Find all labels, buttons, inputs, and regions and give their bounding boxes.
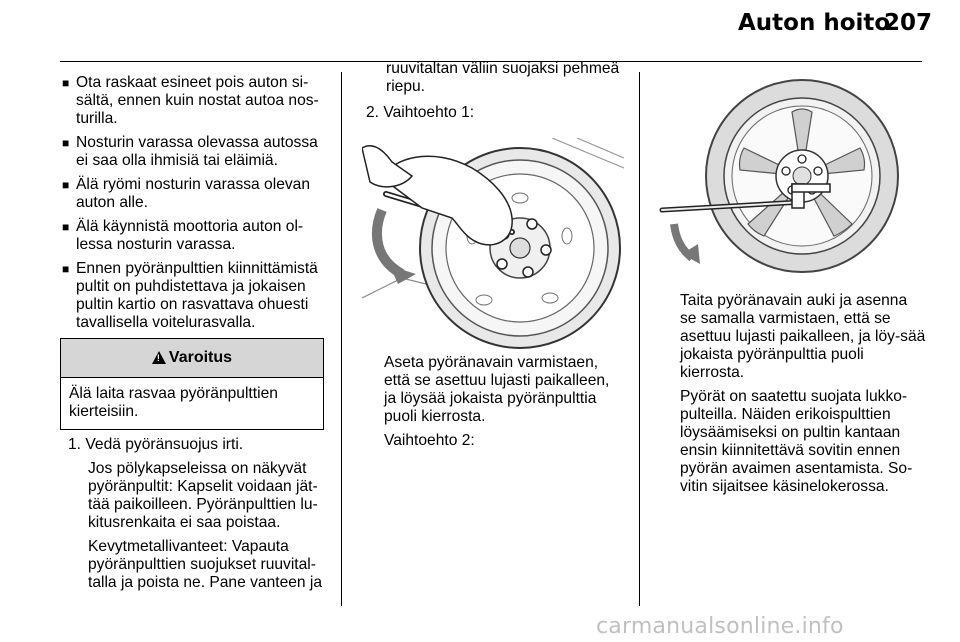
warning-triangle-icon: ! (152, 351, 166, 364)
list-item: ■ Älä käynnistä moottoria auton ol-lessa nosturin varassa. (62, 218, 304, 253)
bullet-marker: ■ (62, 178, 70, 192)
continued-paragraph: ruuvitaltan väliin suojaksi pehmeä riepu. (386, 60, 620, 95)
bullet-marker: ■ (62, 136, 70, 150)
step-1-heading (68, 436, 326, 454)
right-column (680, 292, 926, 496)
column-divider-left (341, 72, 342, 606)
column-divider-right (639, 72, 640, 606)
step-1-paragraph-hubcaps: Jos pölykapseleissa on näkyvät pyöränpultit: Kapselit voidaan jät-tää paikoilleen. Pyöränpulttien lu-kitusrenkaita ei saa poistaa. (88, 460, 318, 531)
step-number: 2. (366, 104, 380, 121)
warning-header (61, 339, 323, 378)
bullet-marker: ■ (62, 262, 70, 276)
watermark: carmanualsonline.info (596, 614, 844, 639)
middle-column (366, 60, 630, 122)
precaution-list (62, 74, 328, 338)
page-number: 207 (884, 10, 933, 36)
warning-box (60, 338, 324, 430)
list-item: ■ Nosturin varassa olevassa autossa ei saa olla ihmisiä tai eläimiä. (62, 134, 318, 169)
section-title: Auton hoito (738, 10, 891, 36)
list-item: ■ Ennen pyöränpulttien kiinnittämistä pultit on puhdistettava ja jokaisen pultin kartio on rasvattava ohuesti tavallisella voitelurasvalla. (62, 260, 318, 331)
list-item: ■ Ota raskaat esineet pois auton si-sältä, ennen kuin nostat autoa nos-turilla. (62, 74, 319, 127)
list-item: ■ Älä ryömi nosturin varassa olevan auton alle. (62, 176, 311, 211)
paragraph-lock-bolts: Pyörät on saatettu suojata lukko-pulteilla. Näiden erikoispulttien löysäämiseksi on pultin kantaan ensin kiinnitettävä sovitin ennen pyörän avaimen asentamista. So-vitin sijaitsee käsinelokerossa. (680, 388, 913, 495)
alloy-wheel-folding-wrench-illustration (652, 76, 930, 286)
paragraph-alternative-2: Taita pyöränavain auki ja asenna se samalla varmistaen, että se asettuu lujasti paikalleen, ja löy-sää jokaista pyöränpulttia puoli kierrosta. (680, 292, 926, 381)
step-1 (68, 436, 326, 592)
step-2-heading (366, 104, 630, 122)
caption-alternative-1: Aseta pyöränavain varmistaen, että se asettuu lujasti paikalleen, ja löysää jokaista pyöränpulttia puoli kierrosta. (384, 354, 610, 425)
middle-column-caption (384, 354, 624, 450)
step-number: 1. (68, 436, 82, 453)
alternative-2-label: Vaihtoehto 2: (384, 432, 475, 449)
step-title: Vaihtoehto 1: (383, 104, 475, 121)
warning-title: Varoitus (168, 349, 233, 366)
step-title: Vedä pyöränsuojus irti. (85, 436, 244, 453)
steel-wheel-wrench-illustration (362, 138, 624, 350)
bullet-marker: ■ (62, 76, 70, 90)
warning-body: Älä laita rasvaa pyöränpulttien kierteisiin. (69, 385, 278, 420)
bullet-marker: ■ (62, 220, 70, 234)
step-1-paragraph-alloy: Kevytmetallivanteet: Vapauta pyöränpulttien suojukset ruuvital-talla ja poista ne. Pane vanteen ja (88, 538, 323, 591)
